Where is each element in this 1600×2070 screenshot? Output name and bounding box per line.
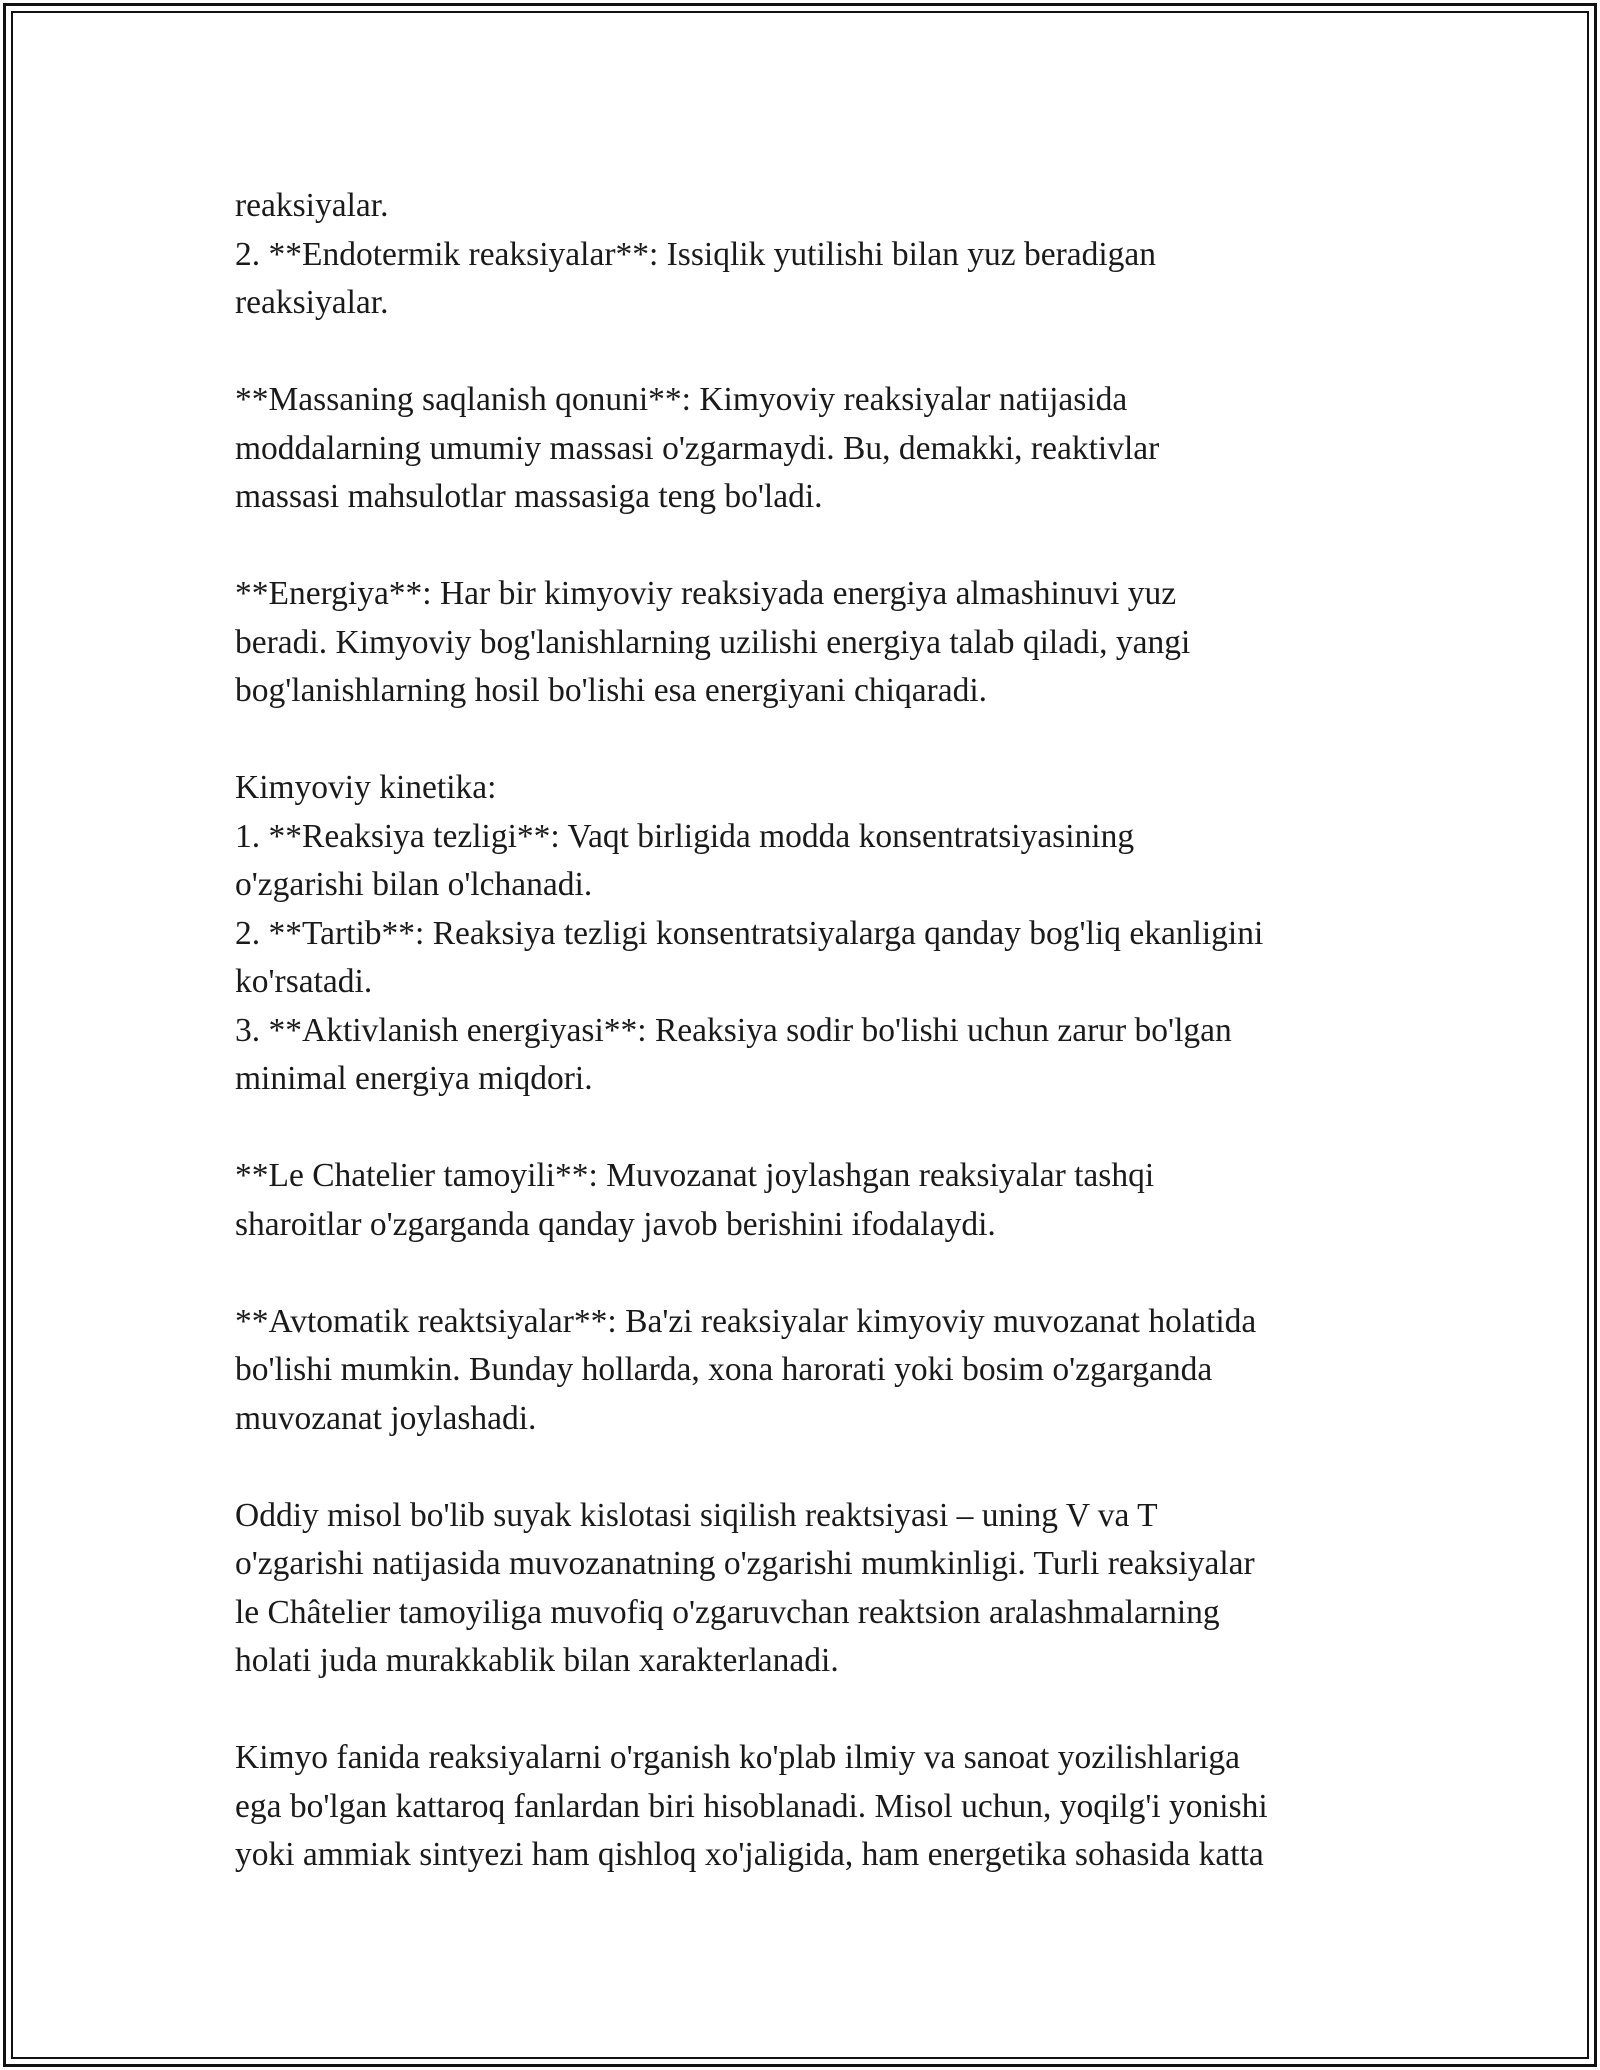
paragraph-le-chatelier — [235, 1152, 1395, 1249]
paragraph-massaning-saqlanish — [235, 376, 1395, 522]
paragraph-endotermik — [235, 182, 1395, 328]
paragraph-kimyoviy-kinetika — [235, 764, 1395, 1104]
paragraph-oddiy-misol — [235, 1492, 1395, 1686]
text-line: muvozanat joylashadi. — [235, 1399, 537, 1437]
text-line: reaksiyalar. — [235, 284, 389, 321]
text-line: bog'lanishlarning hosil bo'lishi esa energiyani chiqaradi. — [235, 672, 988, 709]
text-line: **Massaning saqlanish qonuni**: Kimyoviy reaksiyalar natijasida — [235, 381, 1128, 418]
paragraph-kimyo-fanida — [235, 1734, 1395, 1880]
text-line: 2. **Endotermik reaksiyalar**: Issiqlik yutilishi bilan yuz beradigan — [235, 235, 1157, 273]
text-line: 1. **Reaksiya tezligi**: Vaqt birligida modda konsentratsiyasining — [235, 817, 1135, 855]
text-line: sharoitlar o'zgarganda qanday javob berishini ifodalaydi. — [235, 1205, 996, 1243]
text-line: reaksiyalar. — [235, 187, 389, 224]
text-line: ega bo'lgan kattaroq fanlardan biri hisoblanadi. Misol uchun, yoqilg'i yonishi — [235, 1787, 1268, 1825]
text-line: **Energiya**: Har bir kimyoviy reaksiyada energiya almashinuvi yuz — [235, 575, 1177, 612]
text-line: moddalarning umumiy massasi o'zgarmaydi. Bu, demakki, reaktivlar — [235, 429, 1160, 467]
text-line: 2. **Tartib**: Reaksiya tezligi konsentratsiyalarga qanday bog'liq ekanligini — [235, 914, 1264, 952]
text-line: massasi mahsulotlar massasiga teng bo'ladi. — [235, 478, 823, 515]
text-line: minimal energiya miqdori. — [235, 1060, 593, 1097]
text-line: **Le Chatelier tamoyili**: Muvozanat joylashgan reaksiyalar tashqi — [235, 1157, 1155, 1194]
text-line: o'zgarishi natijasida muvozanatning o'zgarishi mumkinligi. Turli reaksiyalar — [235, 1545, 1255, 1582]
text-line: Kimyo fanida reaksiyalarni o'rganish ko'plab ilmiy va sanoat yozilishlariga — [235, 1739, 1241, 1776]
text-line: ko'rsatadi. — [235, 963, 373, 1000]
document-body — [235, 182, 1395, 1928]
text-line: o'zgarishi bilan o'lchanadi. — [235, 866, 593, 903]
text-line: beradi. Kimyoviy bog'lanishlarning uzilishi energiya talab qiladi, yangi — [235, 623, 1191, 661]
text-line: bo'lishi mumkin. Bunday hollarda, xona harorati yoki bosim o'zgarganda — [235, 1351, 1213, 1388]
paragraph-energiya — [235, 570, 1395, 716]
text-line: Oddiy misol bo'lib suyak kislotasi siqilish reaktsiyasi – uning V va T — [235, 1496, 1158, 1534]
paragraph-avtomatik-reaktsiyalar — [235, 1298, 1395, 1444]
text-line: **Avtomatik reaktsiyalar**: Ba'zi reaksiyalar kimyoviy muvozanat holatida — [235, 1302, 1257, 1340]
text-line: le Châtelier tamoyiliga muvofiq o'zgaruvchan reaktsion aralashmalarning — [235, 1593, 1220, 1631]
text-line: 3. **Aktivlanish energiyasi**: Reaksiya sodir bo'lishi uchun zarur bo'lgan — [235, 1011, 1232, 1049]
text-line: Kimyoviy kinetika: — [235, 769, 497, 806]
text-line: yoki ammiak sintyezi ham qishloq xo'jaligida, ham energetika sohasida katta — [235, 1836, 1264, 1873]
text-line: holati juda murakkablik bilan xarakterlanadi. — [235, 1642, 839, 1679]
